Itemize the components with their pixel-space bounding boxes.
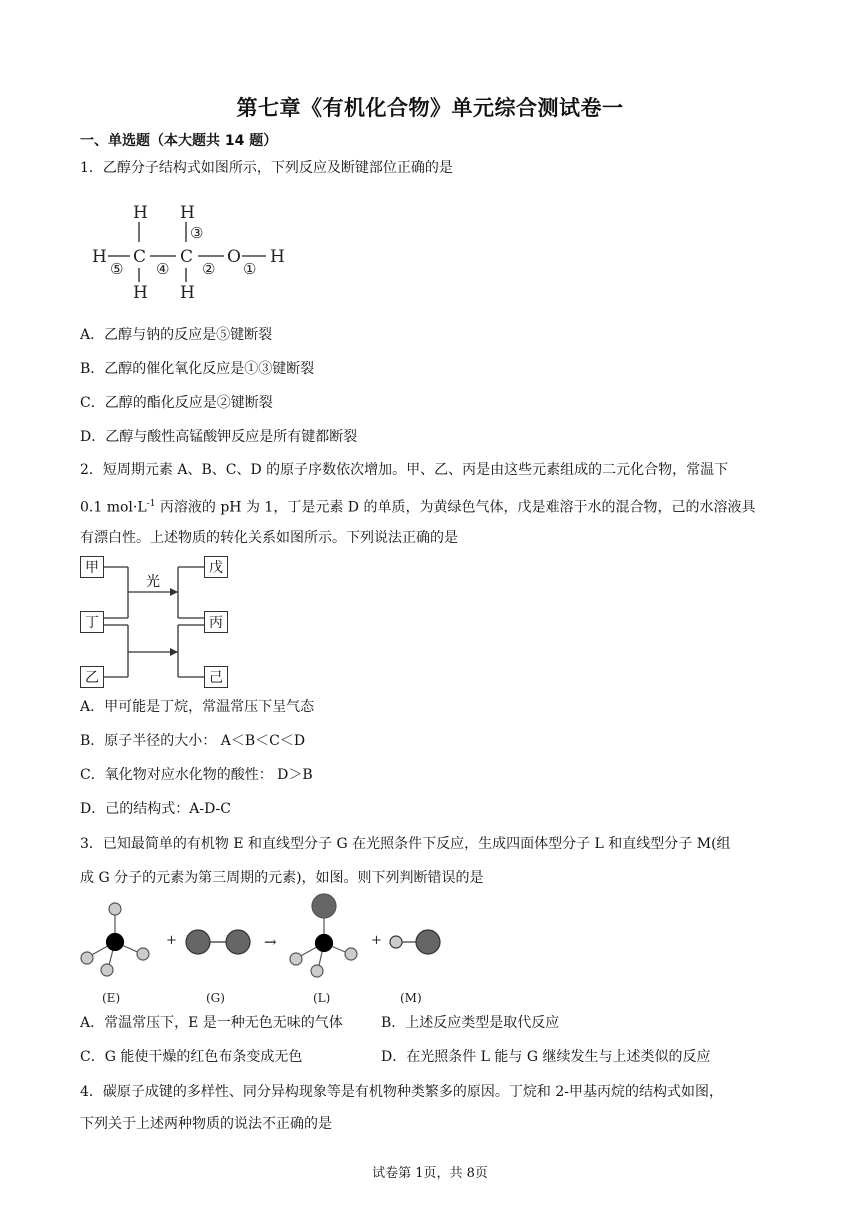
box-yi: 乙 <box>80 666 104 688</box>
molecule-l <box>290 894 357 977</box>
question-4-stem-line-1: 4．碳原子成键的多样性、同分异构现象等是有机物种类繁多的原因。丁烷和 2-甲基丙烷的结构式如图， <box>80 1084 723 1100</box>
question-3-option-c: C．G 能使干燥的红色布条变成无色 <box>80 1049 303 1065</box>
bond-label-3: ③ <box>190 224 204 242</box>
atom-c-1: C <box>133 247 147 267</box>
label-g: (G) <box>206 991 225 1005</box>
atom-h-top-1: H <box>133 203 148 223</box>
box-bing: 丙 <box>204 611 228 633</box>
question-4-stem-line-2: 下列关于上述两种物质的说法不正确的是 <box>80 1116 332 1132</box>
arrow-symbol: → <box>264 933 277 951</box>
bond-label-5: ⑤ <box>110 260 124 278</box>
page-footer: 试卷第 1页，共 8页 <box>372 1166 488 1181</box>
stem-continuation: 丙溶液的 pH 为 1，丁是元素 D 的单质，为黄绿色气体，戊是难溶于水的混合物，己的水溶液具 <box>155 499 756 516</box>
atom-h-bottom-2: H <box>180 283 195 303</box>
question-3-stem-line-1: 3．已知最简单的有机物 E 和直线型分子 G 在光照条件下反应，生成四面体型分子 L 和直线型分子 M(组 <box>80 836 731 852</box>
molecule-e <box>81 903 149 976</box>
atom-h-left: H <box>92 247 107 267</box>
bond-label-2: ② <box>202 260 216 278</box>
label-l: (L) <box>313 991 331 1005</box>
question-2-option-d: D．己的结构式：A-D-C <box>80 801 231 817</box>
question-1-stem: 1．乙醇分子结构式如图所示，下列反应及断键部位正确的是 <box>80 160 453 176</box>
molecule-m <box>390 930 440 954</box>
atom-h-right: H <box>270 247 285 267</box>
question-2-stem-line-2 <box>80 494 755 518</box>
question-1-option-b: B．乙醇的催化氧化反应是①③键断裂 <box>80 361 315 377</box>
atom-c-2: C <box>180 247 194 267</box>
atom-h-top-2: H <box>180 203 195 223</box>
concentration-text: 0.1 mol·L <box>80 499 147 516</box>
atom-o: O <box>227 247 241 267</box>
reaction-flow-diagram <box>80 556 240 690</box>
question-2-option-c: C．氧化物对应水化物的酸性： D＞B <box>80 767 313 783</box>
molecule-reaction-diagram <box>78 892 458 1010</box>
box-ji: 己 <box>204 666 228 688</box>
question-2-stem-line-1: 2．短周期元素 A、B、C、D 的原子序数依次增加。甲、乙、丙是由这些元素组成的二元化合物，常温下 <box>80 462 729 478</box>
box-wu: 戊 <box>204 556 228 578</box>
plus-symbol-1: + <box>166 933 177 948</box>
condition-light-label: 光 <box>146 574 160 590</box>
molecule-g <box>186 930 250 954</box>
plus-symbol-2: + <box>371 933 382 948</box>
box-jia: 甲 <box>80 556 104 578</box>
question-1-option-c: C．乙醇的酯化反应是②键断裂 <box>80 395 273 411</box>
bond-label-1: ① <box>243 260 257 278</box>
question-2-stem-line-3: 有漂白性。上述物质的转化关系如图所示。下列说法正确的是 <box>80 530 458 546</box>
question-1-option-d: D．乙醇与酸性高锰酸钾反应是所有键都断裂 <box>80 429 358 445</box>
question-1-option-a: A．乙醇与钠的反应是⑤键断裂 <box>80 327 273 343</box>
ethanol-structure-diagram <box>80 198 300 306</box>
atom-h-bottom-1: H <box>133 283 148 303</box>
question-3-option-a: A．常温常压下，E 是一种无色无味的气体 <box>80 1015 343 1031</box>
question-3-stem-line-2: 成 G 分子的元素为第三周期的元素)，如图。则下列判断错误的是 <box>80 870 484 886</box>
question-2-option-b: B．原子半径的大小： A＜B＜C＜D <box>80 733 306 749</box>
question-2-option-a: A．甲可能是丁烷，常温常压下呈气态 <box>80 699 315 715</box>
label-m: (M) <box>400 991 422 1005</box>
question-3-option-d: D．在光照条件 L 能与 G 继续发生与上述类似的反应 <box>381 1049 711 1065</box>
label-e: (E) <box>102 991 121 1005</box>
superscript: -1 <box>146 499 156 509</box>
section-heading: 一、单选题（本大题共 14 题） <box>80 133 278 149</box>
box-ding: 丁 <box>80 611 104 633</box>
question-3-option-b: B．上述反应类型是取代反应 <box>381 1015 560 1031</box>
page-title: 第七章《有机化合物》单元综合测试卷一 <box>236 96 624 120</box>
bond-label-4: ④ <box>156 260 170 278</box>
